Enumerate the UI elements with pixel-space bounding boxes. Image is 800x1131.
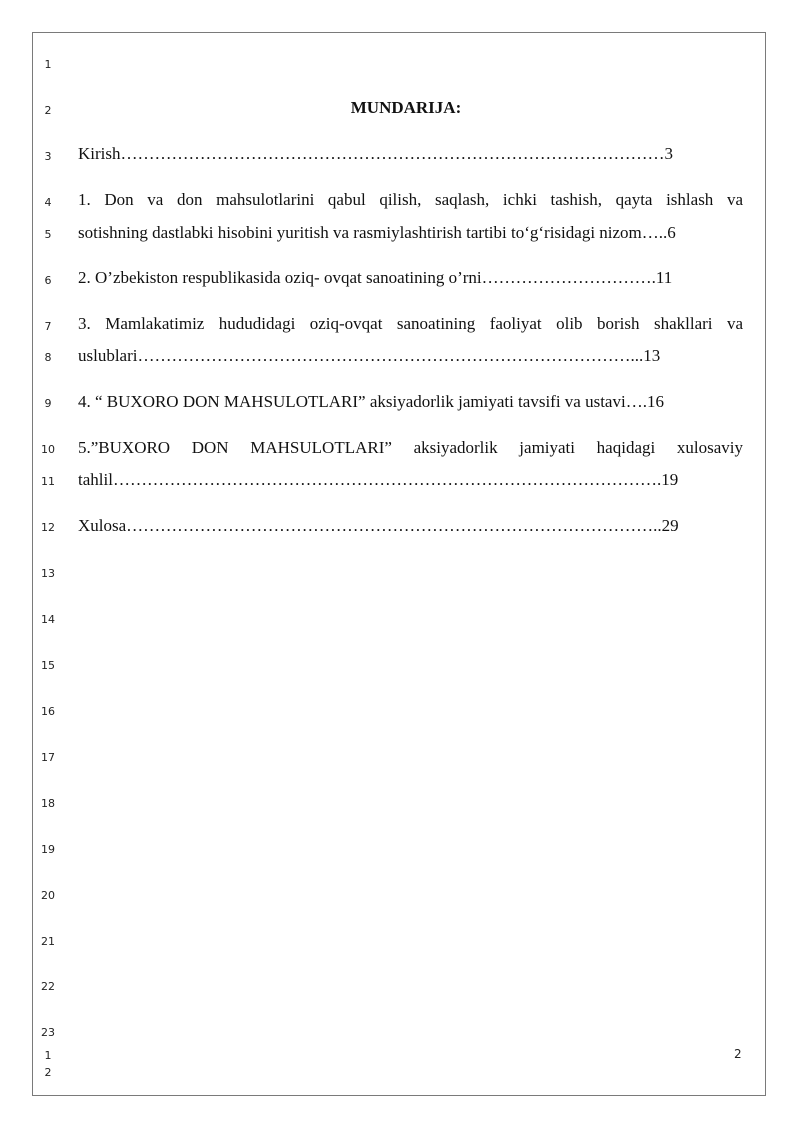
line-number: 22	[41, 980, 55, 993]
toc-entry-xulosa[interactable]: Xulosa…………………………………………………………………………………..29	[78, 516, 679, 535]
toc-entry-3-line-2[interactable]: uslublari……………………………………………………………………………...13	[78, 346, 661, 365]
line-number: 4	[44, 196, 52, 209]
page-number: 2	[734, 1047, 742, 1061]
page-title: MUNDARIJA:	[350, 98, 462, 117]
line-number: 19	[41, 843, 55, 856]
line-number: 1	[44, 58, 52, 71]
toc-entry-kirish[interactable]: Kirish……………………………………………………………………………………3	[78, 144, 673, 163]
line-number: 8	[44, 351, 52, 364]
footer-line-number: 1	[44, 1049, 52, 1062]
line-number: 17	[41, 751, 55, 764]
line-number: 18	[41, 797, 55, 810]
line-number: 16	[41, 705, 55, 718]
toc-entry-1-line-1[interactable]: 1. Don va don mahsulotlarini qabul qilish, saqlash, ichki tashish, qayta ishlash va	[78, 190, 743, 209]
toc-entry-2[interactable]: 2. O’zbekiston respublikasida oziq- ovqat sanoatining o’rni………………………….11	[78, 268, 673, 287]
toc-entry-4[interactable]: 4. “ BUXORO DON MAHSULOTLARI” aksiyadorlik jamiyati tavsifi va ustavi….16	[78, 392, 664, 411]
footer-line-number: 2	[44, 1066, 52, 1079]
line-number: 3	[44, 150, 52, 163]
line-number: 5	[44, 228, 52, 241]
toc-entry-5-line-1[interactable]: 5.”BUXORO DON MAHSULOTLARI” aksiyadorlik jamiyati haqidagi xulosaviy	[78, 438, 743, 457]
line-number: 14	[41, 613, 55, 626]
line-number: 20	[41, 889, 55, 902]
toc-entry-1-line-2[interactable]: sotishning dastlabki hisobini yuritish va rasmiylashtirish tartibi to‘g‘risidagi nizom…..6	[78, 223, 676, 242]
line-number: 2	[44, 104, 52, 117]
toc-entry-5-line-2[interactable]: tahlil…………………………………………………………………………………….19	[78, 470, 679, 489]
line-number: 6	[44, 274, 52, 287]
line-number: 13	[41, 567, 55, 580]
line-number: 7	[44, 320, 52, 333]
line-number: 11	[41, 475, 55, 488]
toc-entry-3-line-1[interactable]: 3. Mamlakatimiz hududidagi oziq-ovqat sanoatining faoliyat olib borish shakllari va	[78, 314, 743, 333]
line-number: 10	[41, 443, 55, 456]
line-number: 15	[41, 659, 55, 672]
line-number: 9	[44, 397, 52, 410]
line-number: 12	[41, 521, 55, 534]
line-number: 23	[41, 1026, 55, 1039]
line-number: 21	[41, 935, 55, 948]
